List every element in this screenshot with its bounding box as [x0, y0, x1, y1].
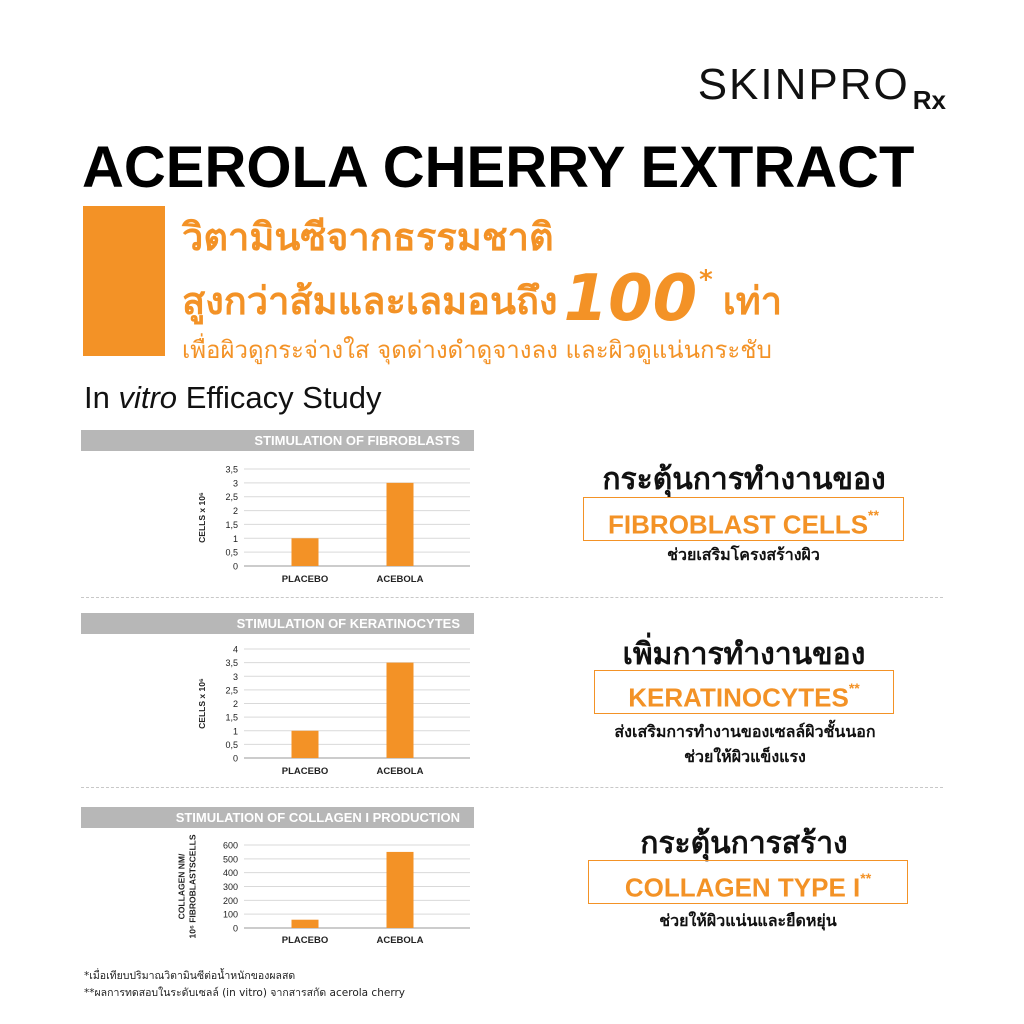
- headline-line-2-post: เท่า: [722, 279, 783, 323]
- section-divider: [81, 597, 943, 598]
- section-2-heading: เพิ่มการทำงานของ: [622, 637, 866, 672]
- y-tick-label: 3: [232, 671, 238, 682]
- y-tick-label: 500: [222, 854, 238, 865]
- brand-suffix: Rx: [912, 85, 946, 115]
- y-tick-label: 600: [222, 840, 238, 851]
- section-1-box-mark: **: [868, 507, 879, 523]
- y-tick-label: 0: [232, 561, 238, 572]
- section-2-note-1: ส่งเสริมการทำงานของเซลล์ผิวชั้นนอก: [614, 722, 876, 741]
- section-2-note-2: ช่วยให้ผิวแข็งแรง: [684, 747, 806, 766]
- y-tick-label: 0,5: [225, 547, 238, 558]
- chart-1-title: STIMULATION OF FIBROBLASTS: [81, 430, 474, 451]
- accent-block: [83, 206, 165, 356]
- brand-name: SKINPRO: [697, 60, 910, 109]
- study-title-suffix: Efficacy Study: [185, 380, 382, 415]
- section-2-box-mark: **: [848, 680, 860, 696]
- y-tick-label: 2: [232, 699, 238, 709]
- bar-acebola: [387, 852, 414, 928]
- study-title: [84, 380, 382, 416]
- headline-line-3: เพื่อผิวดูกระจ่างใส จุดด่างดำดูจางลง และผิวดูแน่นกระชับ: [182, 336, 772, 364]
- section-2-box-label: KERATINOCYTES: [628, 682, 849, 713]
- y-tick-label: 2,5: [225, 492, 238, 503]
- x-tick-label: PLACEBO: [281, 574, 329, 585]
- chart-2-title: STIMULATION OF KERATINOCYTES: [81, 613, 474, 634]
- section-2-box: [594, 670, 894, 714]
- section-3-box-label: COLLAGEN TYPE I: [624, 872, 861, 903]
- y-tick-label: 400: [222, 868, 238, 879]
- y-tick-label: 4: [232, 644, 238, 655]
- headline-line-2-pre: สูงกว่าส้มและเลมอนถึง: [182, 279, 558, 323]
- footnote-1: *เมื่อเทียบปริมาณวิตามินซีต่อน้ำหนักของผลสด: [84, 970, 296, 982]
- y-tick-label: 0: [232, 923, 238, 934]
- y-tick-label: 3,5: [225, 658, 238, 669]
- x-tick-label: ACEBOLA: [376, 935, 424, 946]
- y-tick-label: 2,5: [225, 685, 238, 696]
- section-1-box: [583, 497, 904, 541]
- headline-number: 100: [563, 262, 698, 336]
- bar-acebola: [387, 663, 414, 758]
- x-tick-label: PLACEBO: [281, 766, 329, 777]
- section-1-heading: กระตุ้นการทำงานของ: [602, 462, 886, 497]
- page-title: ACEROLA CHERRY EXTRACT: [82, 135, 915, 200]
- bar-acebola: [387, 483, 414, 566]
- chart-collagen: [160, 834, 480, 953]
- x-tick-label: PLACEBO: [281, 935, 329, 946]
- bar-placebo: [292, 731, 319, 758]
- y-axis-label: CELLS x 10⁶: [197, 678, 207, 729]
- y-tick-label: 1,5: [225, 712, 238, 723]
- y-tick-label: 1,5: [225, 519, 238, 530]
- section-3-box: [588, 860, 908, 904]
- section-3-heading: กระตุ้นการสร้าง: [640, 826, 848, 861]
- study-title-prefix: In: [84, 380, 110, 415]
- footnote-2: **ผลการทดสอบในระดับเซลล์ (in vitro) จากสารสกัด acerola cherry: [84, 987, 405, 999]
- y-tick-label: 0,5: [225, 739, 238, 750]
- y-tick-label: 200: [222, 895, 238, 906]
- brand-logo: [697, 60, 946, 115]
- y-axis-label: CELLS x 10⁶: [197, 492, 207, 543]
- chart-fibroblasts: [160, 462, 480, 592]
- y-tick-label: 1: [232, 533, 238, 544]
- bar-placebo: [292, 538, 319, 566]
- headline-line-2: [182, 256, 783, 336]
- y-tick-label: 1: [232, 726, 238, 737]
- section-divider: [81, 787, 943, 788]
- y-tick-label: 3,5: [225, 464, 238, 475]
- y-tick-label: 2: [232, 506, 238, 517]
- section-3-note: ช่วยให้ผิวแน่นและยืดหยุ่น: [659, 911, 837, 930]
- headline-line-1: วิตามินซีจากธรรมชาติ: [182, 215, 554, 259]
- study-title-italic: vitro: [118, 380, 178, 415]
- y-axis-label: COLLAGEN NM/: [176, 853, 187, 920]
- y-axis-label: 10⁶ FIBROBLASTSCELLS: [187, 834, 198, 939]
- bar-placebo: [292, 920, 319, 928]
- headline-star: *: [699, 265, 713, 295]
- x-tick-label: ACEBOLA: [376, 574, 424, 585]
- chart-3-title: STIMULATION OF COLLAGEN I PRODUCTION: [81, 807, 474, 828]
- y-tick-label: 3: [232, 478, 238, 489]
- y-tick-label: 0: [232, 753, 238, 764]
- chart-keratinocytes: [160, 642, 480, 782]
- section-1-box-label: FIBROBLAST CELLS: [608, 509, 869, 540]
- section-1-note: ช่วยเสริมโครงสร้างผิว: [667, 545, 820, 564]
- y-tick-label: 100: [222, 909, 238, 920]
- y-tick-label: 300: [222, 882, 238, 892]
- x-tick-label: ACEBOLA: [376, 766, 424, 777]
- section-3-box-mark: **: [860, 870, 872, 886]
